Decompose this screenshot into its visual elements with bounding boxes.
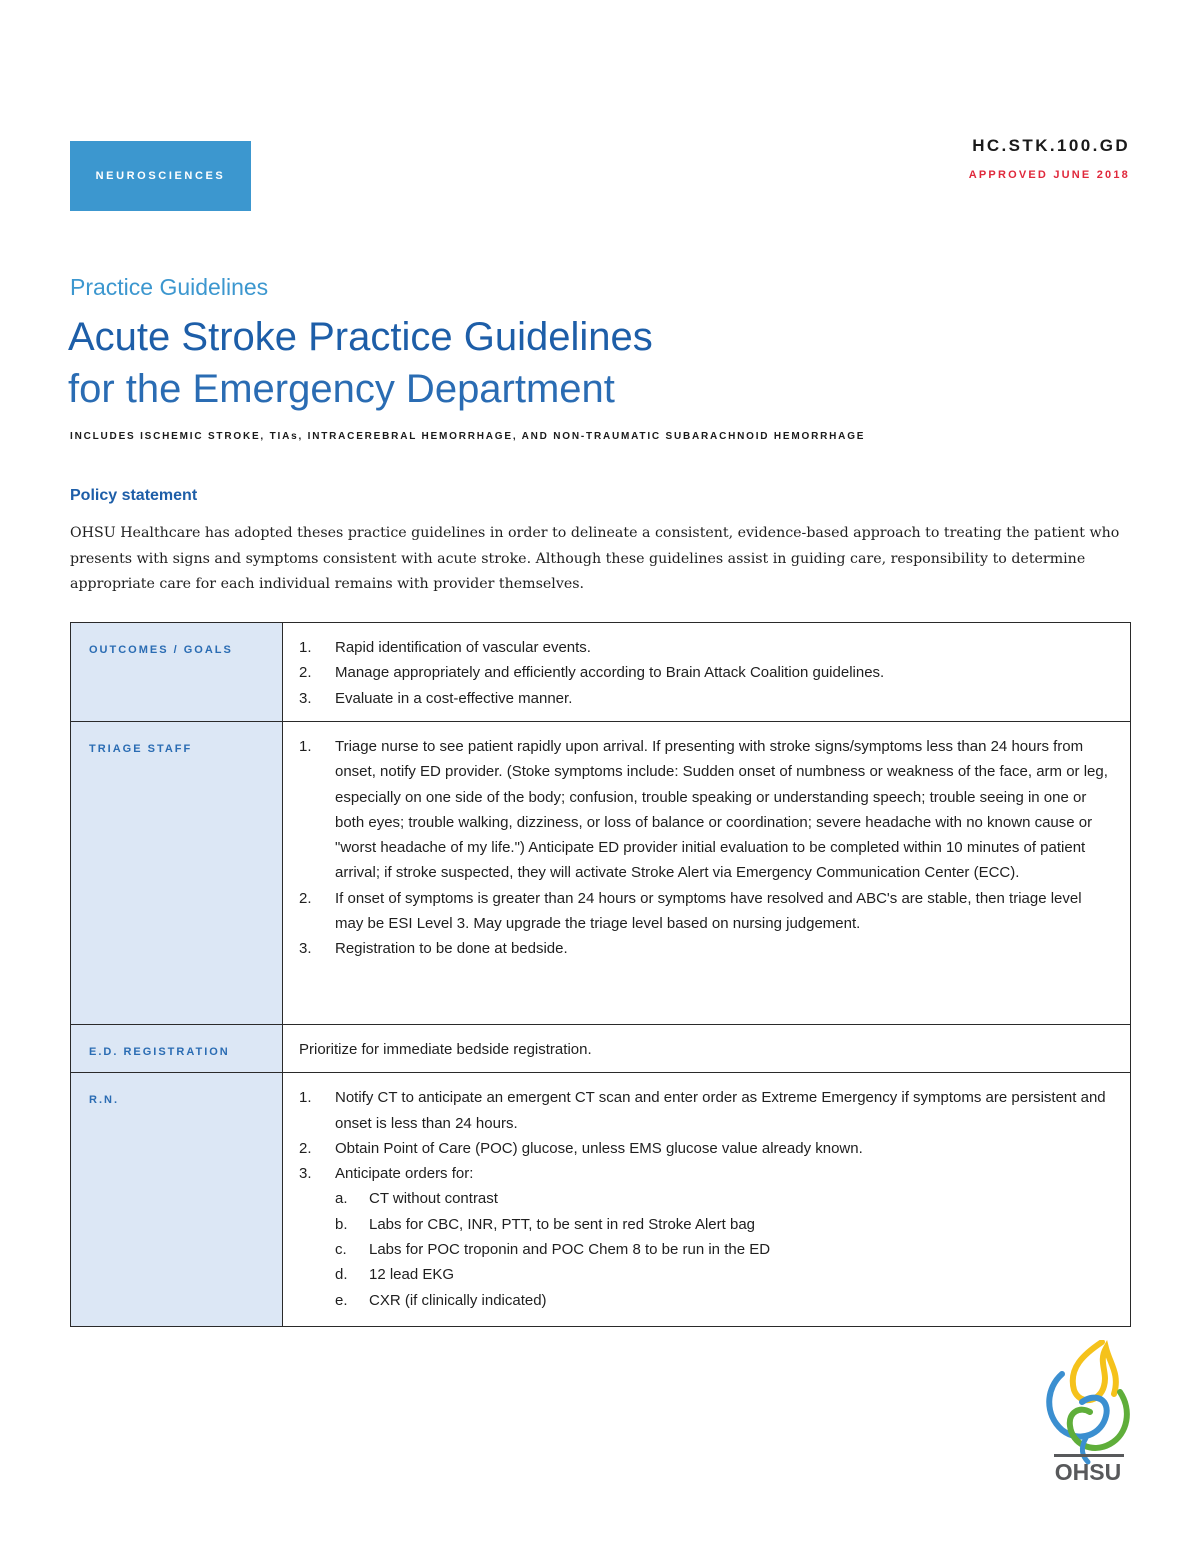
sub-list-item: b. Labs for CBC, INR, PTT, to be sent in red Stroke Alert bag xyxy=(335,1215,756,1233)
table-row-registration xyxy=(71,1025,1131,1073)
policy-text: OHSU Healthcare has adopted theses practice guidelines in order to delineate a consistent, evidence-based approach to treating the patient who presents with signs and symptoms consistent with acute stroke. Although these guidelines assist in guiding care, responsibility to determine appropriate care for each individual remains with provider themselves. xyxy=(70,525,1120,592)
department-tag-label: NEUROSCIENCES xyxy=(95,170,226,182)
logo-flame-yellow xyxy=(1073,1342,1116,1400)
includes-line: INCLUDES ISCHEMIC STROKE, TIAs, INTRACEREBRAL HEMORRHAGE, AND NON-TRAUMATIC SUBARACHNOID HEMORRHAGE xyxy=(70,431,866,442)
logo-bar xyxy=(1054,1454,1124,1457)
row-label-registration: E.D. REGISTRATION xyxy=(89,1046,230,1058)
row-label-triage: TRIAGE STAFF xyxy=(89,743,193,755)
row-label-rn: R.N. xyxy=(89,1094,119,1107)
row-label-cell xyxy=(71,1073,283,1327)
table-row-outcomes xyxy=(71,623,1131,722)
department-tag xyxy=(70,141,251,211)
list-item: 2. If onset of symptoms is greater than 24 hours or symptoms have resolved and ABC's are stable, then triage level may be ESI Level 3. May upgrade the triage level based on nursing judgement. xyxy=(299,889,1082,933)
list-item: 3. Registration to be done at bedside. xyxy=(299,940,568,958)
sub-list-item: d. 12 lead EKG xyxy=(335,1266,455,1284)
list-item: 2. Manage appropriately and efficiently according to Brain Attack Coalition guidelines. xyxy=(299,664,885,682)
page-subtitle: for the Emergency Department xyxy=(68,367,615,411)
list-item: 1. Rapid identification of vascular events. xyxy=(299,639,591,656)
section-kicker: Practice Guidelines xyxy=(70,274,269,300)
list-item: 3. Evaluate in a cost-effective manner. xyxy=(299,689,573,707)
row-content-triage xyxy=(283,722,1131,1025)
policy-heading: Policy statement xyxy=(70,487,198,504)
row-content-registration xyxy=(283,1025,1131,1073)
row-label-cell xyxy=(71,1025,283,1073)
ohsu-logo xyxy=(1040,1340,1132,1485)
document-code: HC.STK.100.GD xyxy=(972,136,1130,155)
list-item: 1. Triage nurse to see patient rapidly upon arrival. If presenting with stroke signs/symptoms less than 24 hours from onset, notify ED provider. (Stoke symptoms include: Sudden onset of numbness or weakness of the face, arm or leg, especially on one side of the body; confusion, trouble speaking or understanding speech; trouble seeing in one or both eyes; trouble walking, dizziness, or loss of balance or coordination; severe headache with no known cause or "worst headache of my life.") Anticipate ED provider initial evaluation to be completed within 10 minutes of patient arrival; if stroke suspected, they will activate Stroke Alert via Emergency Communication Center (ECC). xyxy=(299,738,1108,882)
sub-list-item: c. Labs for POC troponin and POC Chem 8 to be run in the ED xyxy=(335,1241,771,1259)
logo-text: OHSU xyxy=(1054,1459,1122,1485)
row-label-cell xyxy=(71,623,283,722)
row-content-outcomes xyxy=(283,623,1131,722)
row-label-outcomes: OUTCOMES / GOALS xyxy=(89,644,233,656)
registration-text: Prioritize for immediate bedside registration. xyxy=(299,1041,592,1058)
list-item: 3. Anticipate orders for: xyxy=(299,1165,474,1183)
row-label-cell xyxy=(71,722,283,1025)
logo-swirl-blue xyxy=(1049,1374,1106,1437)
sub-list-item: a. CT without contrast xyxy=(335,1190,498,1208)
row-content-rn xyxy=(283,1073,1131,1327)
list-item: 1. Notify CT to anticipate an emergent CT scan and enter order as Extreme Emergency if symptoms are persistent and onset is less than 24 hours. xyxy=(299,1089,1106,1132)
table-row-triage xyxy=(71,722,1131,1025)
list-item: 2. Obtain Point of Care (POC) glucose, unless EMS glucose value already known. xyxy=(299,1139,863,1157)
approval-date: APPROVED JUNE 2018 xyxy=(968,169,1130,181)
table-row-rn xyxy=(71,1073,1131,1327)
guidelines-table xyxy=(70,622,1131,1327)
page-title: Acute Stroke Practice Guidelines xyxy=(68,315,653,359)
sub-list-item: e. CXR (if clinically indicated) xyxy=(335,1291,547,1309)
